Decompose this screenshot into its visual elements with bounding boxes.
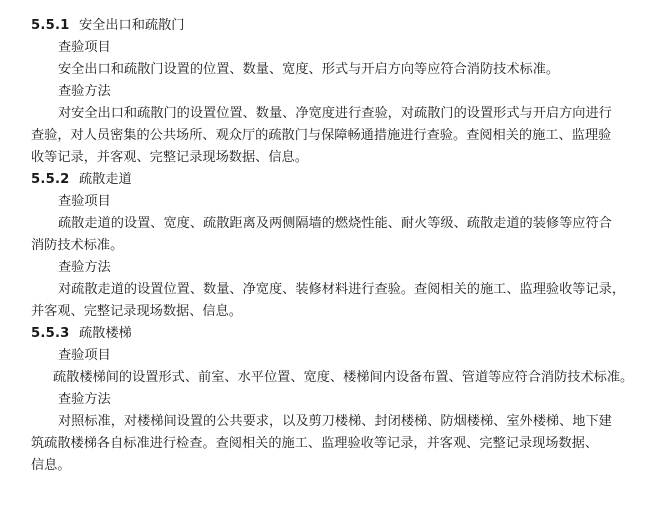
check-items-label: 查验项目 xyxy=(58,194,111,209)
section-5-5-3 xyxy=(0,323,661,477)
text-line: 筑疏散楼梯各自标准进行检查。查阅相关的施工、监理验收等记录，并客观、完整记录现场数据、 xyxy=(31,436,599,451)
text-line: 信息。 xyxy=(31,458,71,473)
check-method-label: 查验方法 xyxy=(58,392,111,407)
text-line: 对疏散走道的设置位置、数量、净宽度、装修材料进行查验。查阅相关的施工、监理验收等记录， xyxy=(58,282,626,297)
text-line: 查验，对人员密集的公共场所、观众厅的疏散门与保障畅通措施进行查验。查阅相关的施工、监理验 xyxy=(31,128,612,143)
text-line: 并客观、完整记录现场数据、信息。 xyxy=(31,304,242,319)
check-items-text xyxy=(0,59,611,81)
text-line: 对照标准，对楼梯间设置的公共要求，以及剪刀楼梯、封闭楼梯、防烟楼梯、室外楼梯、地下建 xyxy=(58,414,612,429)
section-heading xyxy=(0,15,661,37)
section-number: 5.5.3 xyxy=(31,326,70,341)
section-heading xyxy=(0,169,661,191)
section-title: 安全出口和疏散门 xyxy=(79,18,185,33)
check-items-label: 查验项目 xyxy=(58,40,111,55)
section-heading xyxy=(0,323,661,345)
check-method-label: 查验方法 xyxy=(58,260,111,275)
text-line: 收等记录，并客观、完整记录现场数据、信息。 xyxy=(31,150,308,165)
check-items-text xyxy=(0,367,634,389)
section-5-5-2 xyxy=(0,169,661,323)
check-items-label: 查验项目 xyxy=(58,348,111,363)
text-line: 疏散楼梯间的设置形式、前室、水平位置、宽度、楼梯间内设备布置、管道等应符合消防技术标准。 xyxy=(53,370,634,385)
text-line: 安全出口和疏散门设置的位置、数量、宽度、形式与开启方向等应符合消防技术标准。 xyxy=(58,62,560,77)
check-method-text xyxy=(0,279,626,323)
text-line: 疏散走道的设置、宽度、疏散距离及两侧隔墙的燃烧性能、耐火等级、疏散走道的装修等应符合 xyxy=(58,216,612,231)
section-number: 5.5.2 xyxy=(31,172,70,187)
text-line: 对安全出口和疏散门的设置位置、数量、净宽度进行查验，对疏散门的设置形式与开启方向进行 xyxy=(58,106,612,121)
check-method-label: 查验方法 xyxy=(58,84,111,99)
section-5-5-1 xyxy=(0,15,661,169)
text-line: 消防技术标准。 xyxy=(31,238,124,253)
check-items-text xyxy=(0,213,611,257)
section-title: 疏散楼梯 xyxy=(79,326,132,341)
section-title: 疏散走道 xyxy=(79,172,132,187)
check-method-text xyxy=(0,411,611,477)
section-number: 5.5.1 xyxy=(31,18,70,33)
check-method-text xyxy=(0,103,611,169)
